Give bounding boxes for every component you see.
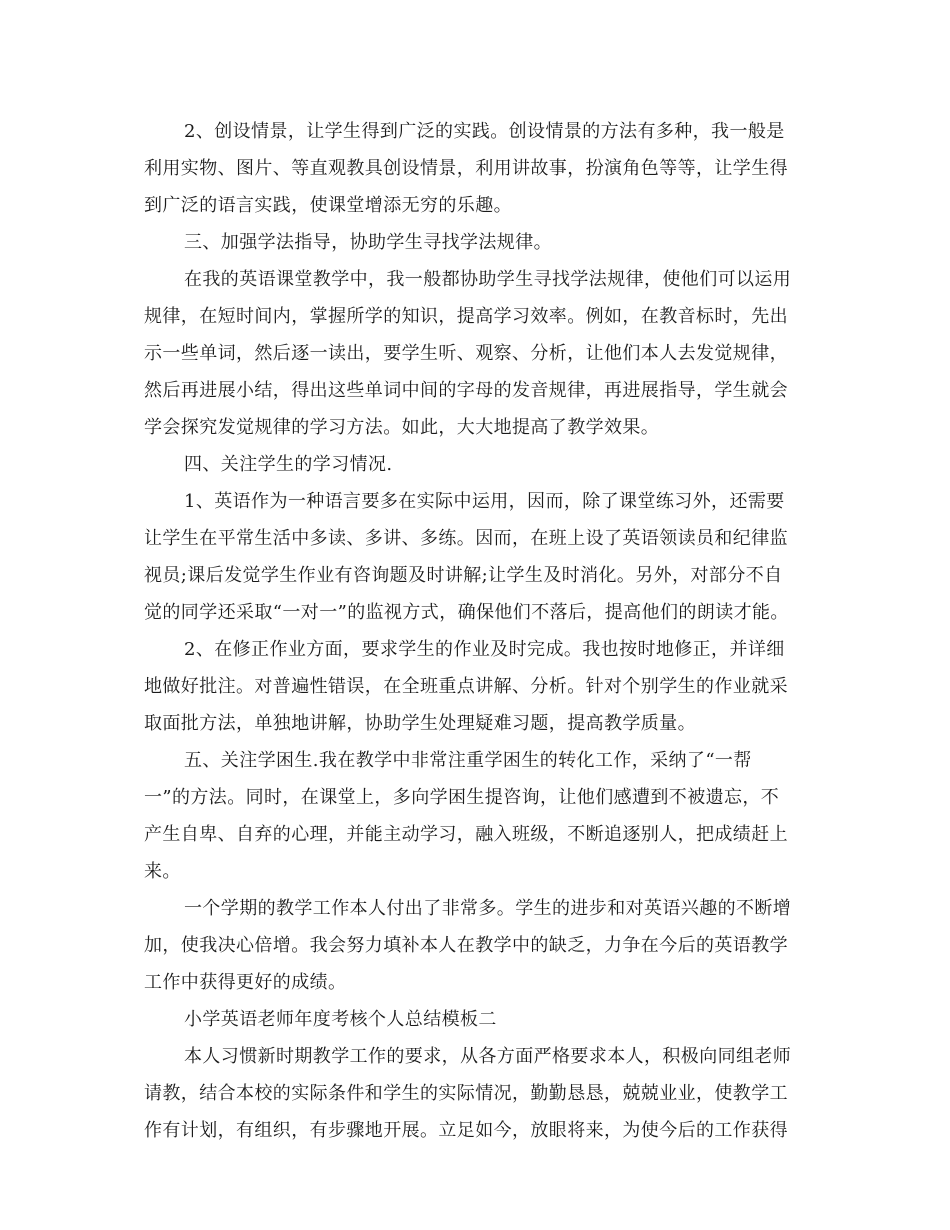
text-line: 觉的同学还采取“一对一”的监视方式，确保他们不落后，提高他们的朗读才能。 (144, 602, 789, 623)
text-line: 利用实物、图片、等直观教具创设情景，利用讲故事，扮演角色等等，让学生得 (144, 158, 788, 179)
text-line: 加，使我决心倍增。我会努力填补本人在教学中的缺乏，力争在今后的英语教学 (144, 935, 788, 956)
text-line: 四、关注学生的学习情况. (184, 454, 393, 475)
text-line: 2、在修正作业方面，要求学生的作业及时完成。我也按时地修正，并详细 (184, 639, 785, 660)
text-line: 视员;课后发觉学生作业有咨询题及时讲解;让学生及时消化。另外，对部分不自 (144, 565, 783, 586)
text-line: 学会探究发觉规律的学习方法。如此，大大地提高了教学效果。 (144, 417, 660, 438)
text-line: 工作中获得更好的成绩。 (144, 972, 347, 993)
text-line: 一”的方法。同时，在课堂上，多向学困生提咨询，让他们感遭到不被遗忘，不 (144, 787, 780, 808)
text-line: 一个学期的教学工作本人付出了非常多。学生的进步和对英语兴趣的不断增 (184, 898, 792, 919)
text-line: 取面批方法，单独地讲解，协助学生处理疑难习题，提高教学质量。 (144, 713, 696, 734)
text-line: 产生自卑、自弃的心理，并能主动学习，融入班级，不断追逐别人，把成绩赶上 (144, 824, 788, 845)
text-line: 示一些单词，然后逐一读出，要学生听、观察、分析，让他们本人去发觉规律， (144, 343, 788, 364)
text-line: 来。 (144, 861, 181, 882)
text-line: 1、英语作为一种语言要多在实际中运用，因而，除了课堂练习外，还需要 (184, 491, 785, 512)
text-line: 2、创设情景，让学生得到广泛的实践。创设情景的方法有多种，我一般是 (184, 121, 785, 142)
text-line: 三、加强学法指导，协助学生寻找学法规律。 (184, 232, 552, 253)
text-line: 本人习惯新时期教学工作的要求，从各方面严格要求本人，积极向同组老师 (184, 1046, 792, 1067)
text-line: 请教，结合本校的实际条件和学生的实际情况，勤勤恳恳，兢兢业业，使教学工 (144, 1083, 788, 1104)
text-line: 在我的英语课堂教学中，我一般都协助学生寻找学法规律，使他们可以运用 (184, 269, 792, 290)
text-line: 到广泛的语言实践，使课堂增添无穷的乐趣。 (144, 195, 512, 216)
text-line: 作有计划，有组织，有步骤地开展。立足如今，放眼将来，为使今后的工作获得 (144, 1120, 788, 1141)
section-heading: 小学英语老师年度考核个人总结模板二 (184, 1009, 497, 1030)
text-line: 地做好批注。对普遍性错误，在全班重点讲解、分析。针对个别学生的作业就采 (144, 676, 788, 697)
text-line: 然后再进展小结，得出这些单词中间的字母的发音规律，再进展指导，学生就会 (144, 380, 788, 401)
text-line: 规律，在短时间内，掌握所学的知识，提高学习效率。例如，在教音标时，先出 (144, 306, 788, 327)
text-line: 五、关注学困生.我在教学中非常注重学困生的转化工作，采纳了“一帮 (184, 750, 752, 771)
text-line: 让学生在平常生活中多读、多讲、多练。因而，在班上设了英语领读员和纪律监 (144, 528, 788, 549)
